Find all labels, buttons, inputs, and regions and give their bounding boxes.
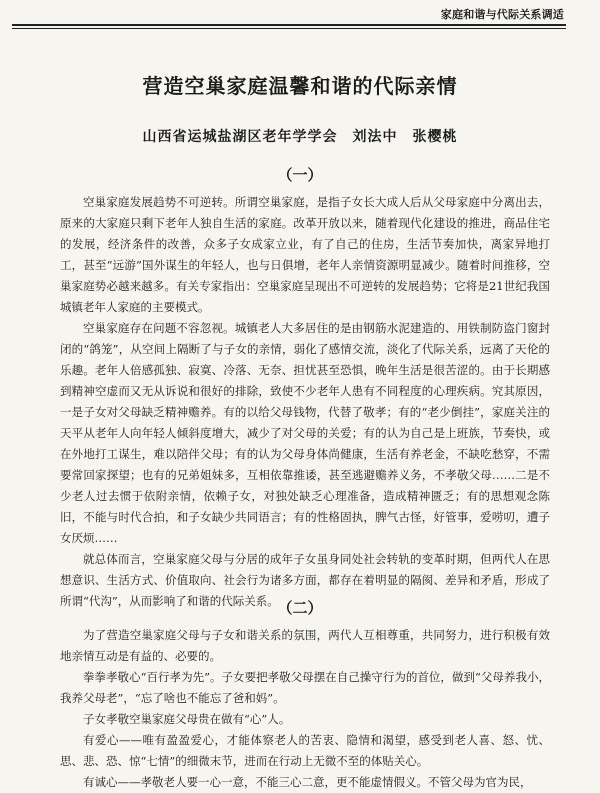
paragraph: 有诚心——孝敬老人要一心一意，不能三心二意，更不能虚情假义。不管父母为官为民， [83, 775, 532, 789]
running-title: 家庭和谐与代际关系调适 [440, 8, 564, 21]
article-authors: 山西省运城盐湖区老年学学会 刘法中 张樱桃 [142, 129, 458, 145]
header-rule-thick [12, 24, 566, 26]
paragraph: 拳拳孝敬心“百行孝为先”。子女要把孝敬父母摆在自己操守行为的首位，做到“父母养我小，我养父母老”，“忘了啥也不能忘了爸和妈”。 [60, 670, 550, 705]
paragraph: 为了营造空巢家庭父母与子女和谐关系的氛围，两代人互相尊重，共同努力，进行积极有效地亲情互动是有益的、必要的。 [60, 628, 550, 663]
paragraph: 空巢家庭发展趋势不可逆转。所谓空巢家庭，是指子女长大成人后从父母家庭中分离出去，原来的大家庭只剩下老年人独自生活的家庭。改革开放以来，随着现代化建设的推进，商品住宅的发展，经济条件的改善，众多子女成家立业，有了自己的住房，生活节奏加快，离家异地打工，甚至“远游”国外谋生的年轻人，也与日俱增，老年人亲情资源明显减少。随着时间推移，空巢家庭势必越来越多。有关专家指出：空巢家庭呈现出不可逆转的发展趋势；它将是21世纪我国城镇老年人家庭的主要模式。 [60, 195, 550, 314]
section-heading-2: （二） [277, 599, 323, 617]
paragraph: 子女孝敬空巢家庭父母贵在做有“心”人。 [83, 712, 291, 726]
section-1-body [60, 192, 550, 612]
paragraph: 空巢家庭存在问题不容忽视。城镇老人大多居住的是由钢筋水泥建造的、用铁制防盗门窗封闭的“鸽笼”，从空间上隔断了与子女的亲情，弱化了感情交流，淡化了代际关系，远离了天伦的乐趣。老年人倍感孤独、寂寞、冷落、无奈、担忧甚至恐惧，晚年生活是很苦涩的。由于长期感到精神空虚而又无从诉说和很好的排除，致使不少老年人患有不同程度的心理疾病。究其原因，一是子女对父母缺乏精神赡养。有的以给父母钱物，代替了敬孝；有的“老少倒挂”，家庭关注的天平从老年人向年轻人倾斜度增大，减少了对父母的关爱；有的认为自己是上班族，节奏快，或在外地打工谋生，难以陪伴父母；有的认为父母身体尚健康，生活有养老金，不缺吃愁穿，不需要常回家探望；也有的兄弟姐妹多，互相依靠推诿，甚至逃避赡养义务，不孝敬父母……二是不少老人过去惯于依附亲情，依赖子女，对独处缺乏心理准备，造成精神匮乏；有的思想观念陈旧，不能与时代合拍，和子女缺少共同语言；有的性格固执，脾气古怪，好管事，爱唠叨，遭子女厌烦…… [60, 321, 550, 545]
paragraph: 有爱心——唯有盈盈爱心，才能体察老人的苦衷、隐情和渴望，感受到老人喜、怒、忧、思、悲、恐、惊“七情”的细微末节，进而在行动上无微不至的体贴关心。 [60, 733, 550, 768]
section-2-body [60, 625, 550, 793]
article-title: 营造空巢家庭温馨和谐的代际亲情 [142, 74, 458, 98]
header-rule-thin [12, 28, 566, 29]
section-heading-1: （一） [277, 166, 323, 184]
paragraph: 就总体而言，空巢家庭父母与分居的成年子女虽身同处社会转轨的变革时期，但两代人在思想意识、生活方式、价值取向、社会行为诸多方面，都存在着明显的隔阂、差异和矛盾，形成了所谓“代沟”，从而影响了和谐的代际关系。 [60, 552, 550, 608]
